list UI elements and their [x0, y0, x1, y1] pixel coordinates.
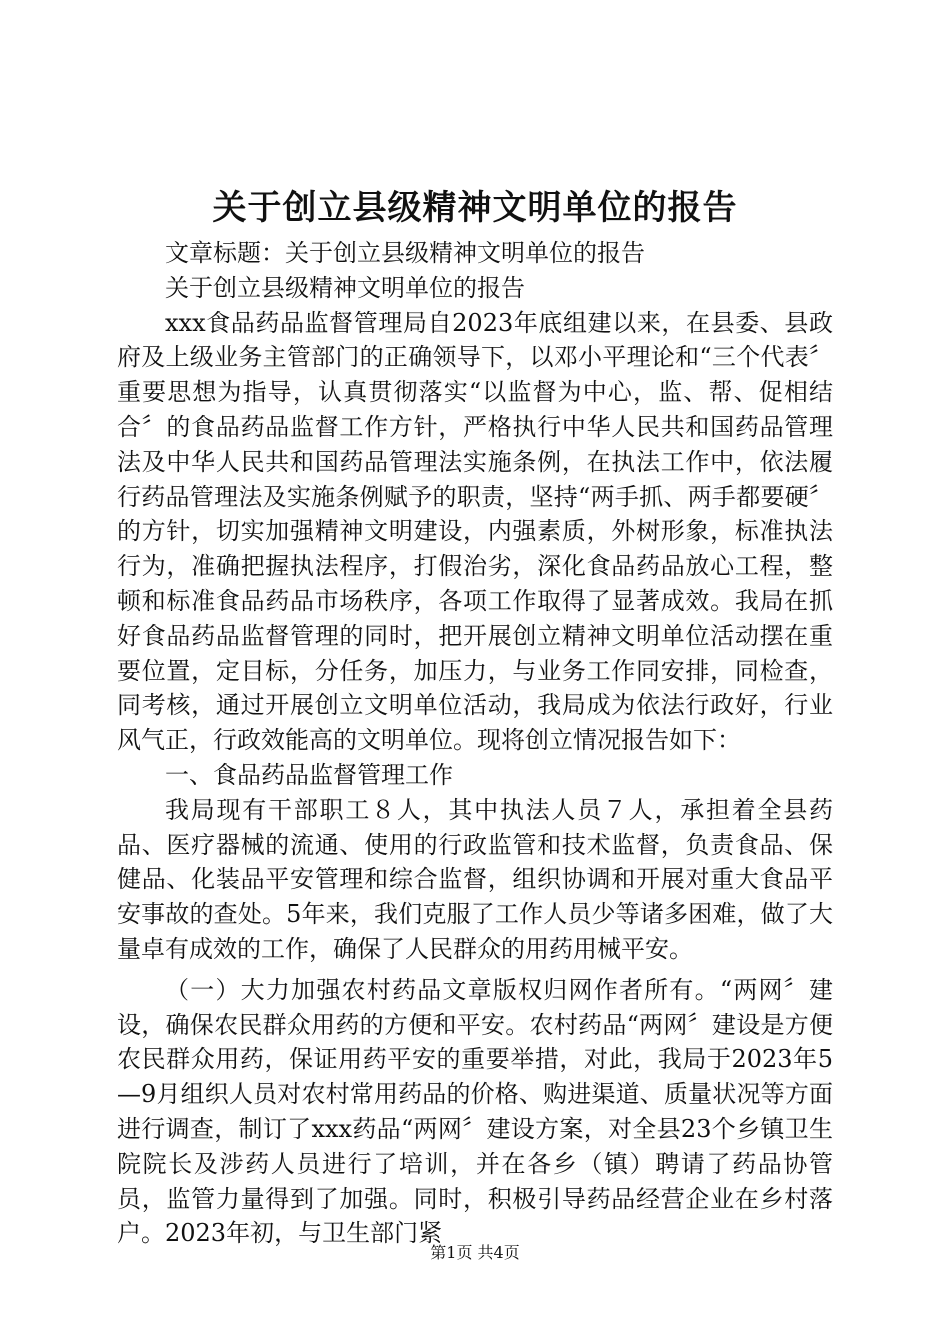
section-heading: 一、食品药品监督管理工作 — [165, 760, 453, 789]
report-subtitle: 关于创立县级精神文明单位的报告 — [165, 273, 525, 302]
staff-paragraph: 我局现有干部职工８人，其中执法人员７人，承担着全县药品、医疗器械的流通、使用的行政监管和技术监督，负责食品、保健品、化装品平安管理和综合监督，组织协调和开展对重大食品平安事故的查处。5年来，我们克服了工作人员少等诸多困难，做了大量卓有成效的工作，确保了人民群众的用药用械平安。 — [117, 795, 833, 963]
article-title-line: 文章标题：关于创立县级精神文明单位的报告 — [165, 239, 645, 267]
rural-network-paragraph: （一）大力加强农村药品文章版权归网作者所有。“两网〞建设，确保农民群众用药的方便和平安。农村药品“两网〞建设是方便农民群众用药，保证用药平安的重要举措，对此，我局于2023年5—9月组织人员对农村常用药品的价格、购进渠道、质量状况等方面进行调查，制订了xxx药品“两网〞建设方案，对全县23个乡镇卫生院院长及涉药人员进行了培训，并在各乡（镇）聘请了药品协管员，监管力量得到了加强。同时，积极引导药品经营企业在乡村落户。2023年初，与卫生部门紧 — [117, 975, 833, 1248]
document-body — [117, 236, 833, 1251]
document-title: 关于创立县级精神文明单位的报告 — [212, 188, 738, 228]
page-footer: 第1页 共4页 — [430, 1243, 520, 1262]
intro-paragraph: xxx食品药品监督管理局自2023年底组建以来，在县委、县政府及上级业务主管部门的正确领导下，以邓小平理论和“三个代表〞重要思想为指导，认真贯彻落实“以监督为中心，监、帮、促相结合〞的食品药品监督工作方针，严格执行中华人民共和国药品管理法及中华人民共和国药品管理法实施条例，在执法工作中，依法履行药品管理法及实施条例赋予的职责，坚持“两手抓、两手都要硬〞的方针，切实加强精神文明建设，内强素质，外树形象，标准执法行为，准确把握执法程序，打假治劣，深化食品药品放心工程，整顿和标准食品药品市场秩序，各项工作取得了显著成效。我局在抓好食品药品监督管理的同时，把开展创立精神文明单位活动摆在重要位置，定目标，分任务，加压力，与业务工作同安排，同检查，同考核，通过开展创立文明单位活动，我局成为依法行政好，行业风气正，行政效能高的文明单位。现将创立情况报告如下： — [117, 308, 833, 755]
